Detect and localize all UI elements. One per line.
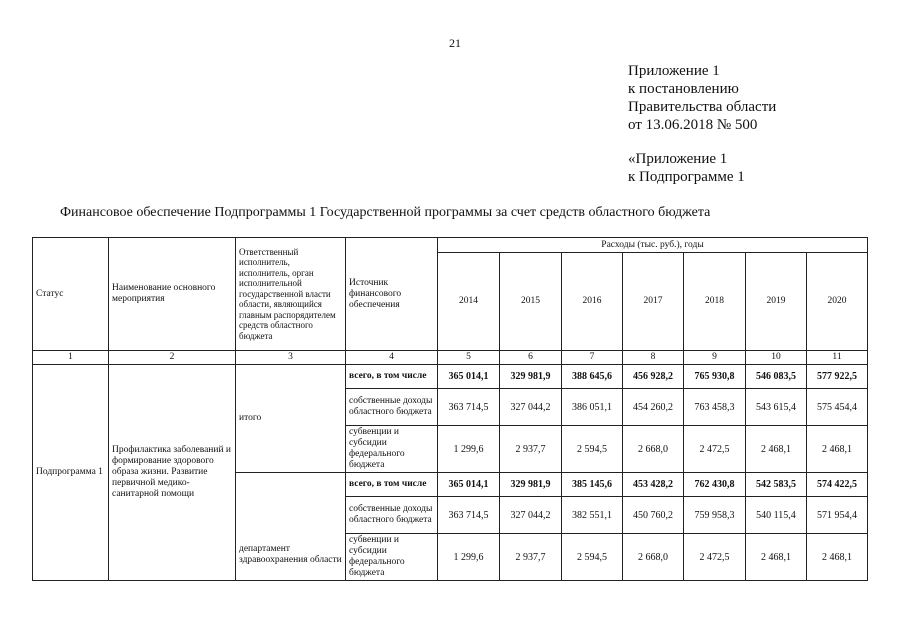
header-expenses: Расходы (тыс. руб.), годы (438, 238, 868, 253)
column-number-row (33, 351, 868, 365)
header-year: 2018 (684, 253, 746, 351)
value-cell: 543 615,4 (746, 389, 807, 426)
value-cell: 2 937,7 (500, 426, 562, 473)
header-executor: Ответственный исполнитель, исполнитель, орган исполнительной государственной власти области, являющийся главным распорядителем средств областного бюджета (236, 238, 346, 351)
appendix-quote-line: «Приложение 1 (628, 151, 728, 167)
column-number: 2 (109, 351, 236, 365)
value-cell: 329 981,9 (500, 473, 562, 497)
column-number: 6 (500, 351, 562, 365)
value-cell: 363 714,5 (438, 389, 500, 426)
value-cell: 386 051,1 (562, 389, 623, 426)
source-cell: собственные доходы областного бюджета (346, 389, 438, 426)
value-cell: 365 014,1 (438, 365, 500, 389)
value-cell: 327 044,2 (500, 389, 562, 426)
value-cell: 327 044,2 (500, 497, 562, 534)
table-row (33, 365, 868, 389)
header-year: 2016 (562, 253, 623, 351)
page-number: 21 (449, 36, 461, 50)
value-cell: 765 930,8 (684, 365, 746, 389)
appendix-line: к постановлению (628, 81, 739, 97)
executor-cell: департамент здравоохранения области (236, 473, 346, 581)
value-cell: 456 928,2 (623, 365, 684, 389)
column-number: 8 (623, 351, 684, 365)
value-cell: 363 714,5 (438, 497, 500, 534)
source-cell: всего, в том числе (346, 473, 438, 497)
value-cell: 759 958,3 (684, 497, 746, 534)
value-cell: 2 472,5 (684, 426, 746, 473)
header-row (33, 238, 868, 253)
source-cell: собственные доходы областного бюджета (346, 497, 438, 534)
column-number: 3 (236, 351, 346, 365)
value-cell: 2 594,5 (562, 534, 623, 581)
value-cell: 1 299,6 (438, 534, 500, 581)
value-cell: 454 260,2 (623, 389, 684, 426)
column-number: 9 (684, 351, 746, 365)
value-cell: 571 954,4 (807, 497, 868, 534)
value-cell: 763 458,3 (684, 389, 746, 426)
appendix-line: от 13.06.2018 № 500 (628, 117, 758, 133)
appendix-quote (628, 150, 745, 186)
value-cell: 385 145,6 (562, 473, 623, 497)
column-number: 1 (33, 351, 109, 365)
column-number: 5 (438, 351, 500, 365)
value-cell: 388 645,6 (562, 365, 623, 389)
value-cell: 2 937,7 (500, 534, 562, 581)
header-status: Статус (33, 238, 109, 351)
value-cell: 762 430,8 (684, 473, 746, 497)
value-cell: 450 760,2 (623, 497, 684, 534)
value-cell: 329 981,9 (500, 365, 562, 389)
column-number: 11 (807, 351, 868, 365)
source-cell: всего, в том числе (346, 365, 438, 389)
value-cell: 2 468,1 (746, 426, 807, 473)
appendix-header (628, 62, 776, 134)
appendix-line: Правительства области (628, 99, 777, 115)
value-cell: 2 594,5 (562, 426, 623, 473)
header-source: Источник финансового обеспечения (346, 238, 438, 351)
column-number: 10 (746, 351, 807, 365)
column-number: 7 (562, 351, 623, 365)
column-number: 4 (346, 351, 438, 365)
value-cell: 2 668,0 (623, 534, 684, 581)
measure-cell: Профилактика заболеваний и формирование здорового образа жизни. Развитие первичной медико-санитарной помощи (109, 365, 236, 581)
value-cell: 2 468,1 (807, 534, 868, 581)
header-year: 2015 (500, 253, 562, 351)
value-cell: 2 468,1 (807, 426, 868, 473)
value-cell: 577 922,5 (807, 365, 868, 389)
appendix-line: Приложение 1 (628, 63, 720, 79)
header-year: 2020 (807, 253, 868, 351)
value-cell: 575 454,4 (807, 389, 868, 426)
value-cell: 382 551,1 (562, 497, 623, 534)
value-cell: 365 014,1 (438, 473, 500, 497)
status-cell: Подпрограмма 1 (33, 365, 109, 581)
value-cell: 574 422,5 (807, 473, 868, 497)
source-cell: субвенции и субсидии федерального бюджета (346, 426, 438, 473)
value-cell: 2 668,0 (623, 426, 684, 473)
appendix-quote-line: к Подпрограмме 1 (628, 169, 745, 185)
value-cell: 542 583,5 (746, 473, 807, 497)
header-year: 2019 (746, 253, 807, 351)
value-cell: 2 472,5 (684, 534, 746, 581)
header-measure: Наименование основного мероприятия (109, 238, 236, 351)
value-cell: 2 468,1 (746, 534, 807, 581)
value-cell: 453 428,2 (623, 473, 684, 497)
source-cell: субвенции и субсидии федерального бюджета (346, 534, 438, 581)
header-year: 2017 (623, 253, 684, 351)
value-cell: 540 115,4 (746, 497, 807, 534)
executor-cell: итого (236, 365, 346, 473)
value-cell: 1 299,6 (438, 426, 500, 473)
header-year: 2014 (438, 253, 500, 351)
document-title: Финансовое обеспечение Подпрограммы 1 Государственной программы за счет средств областного бюджета (60, 205, 711, 220)
value-cell: 546 083,5 (746, 365, 807, 389)
financing-table (32, 237, 868, 581)
